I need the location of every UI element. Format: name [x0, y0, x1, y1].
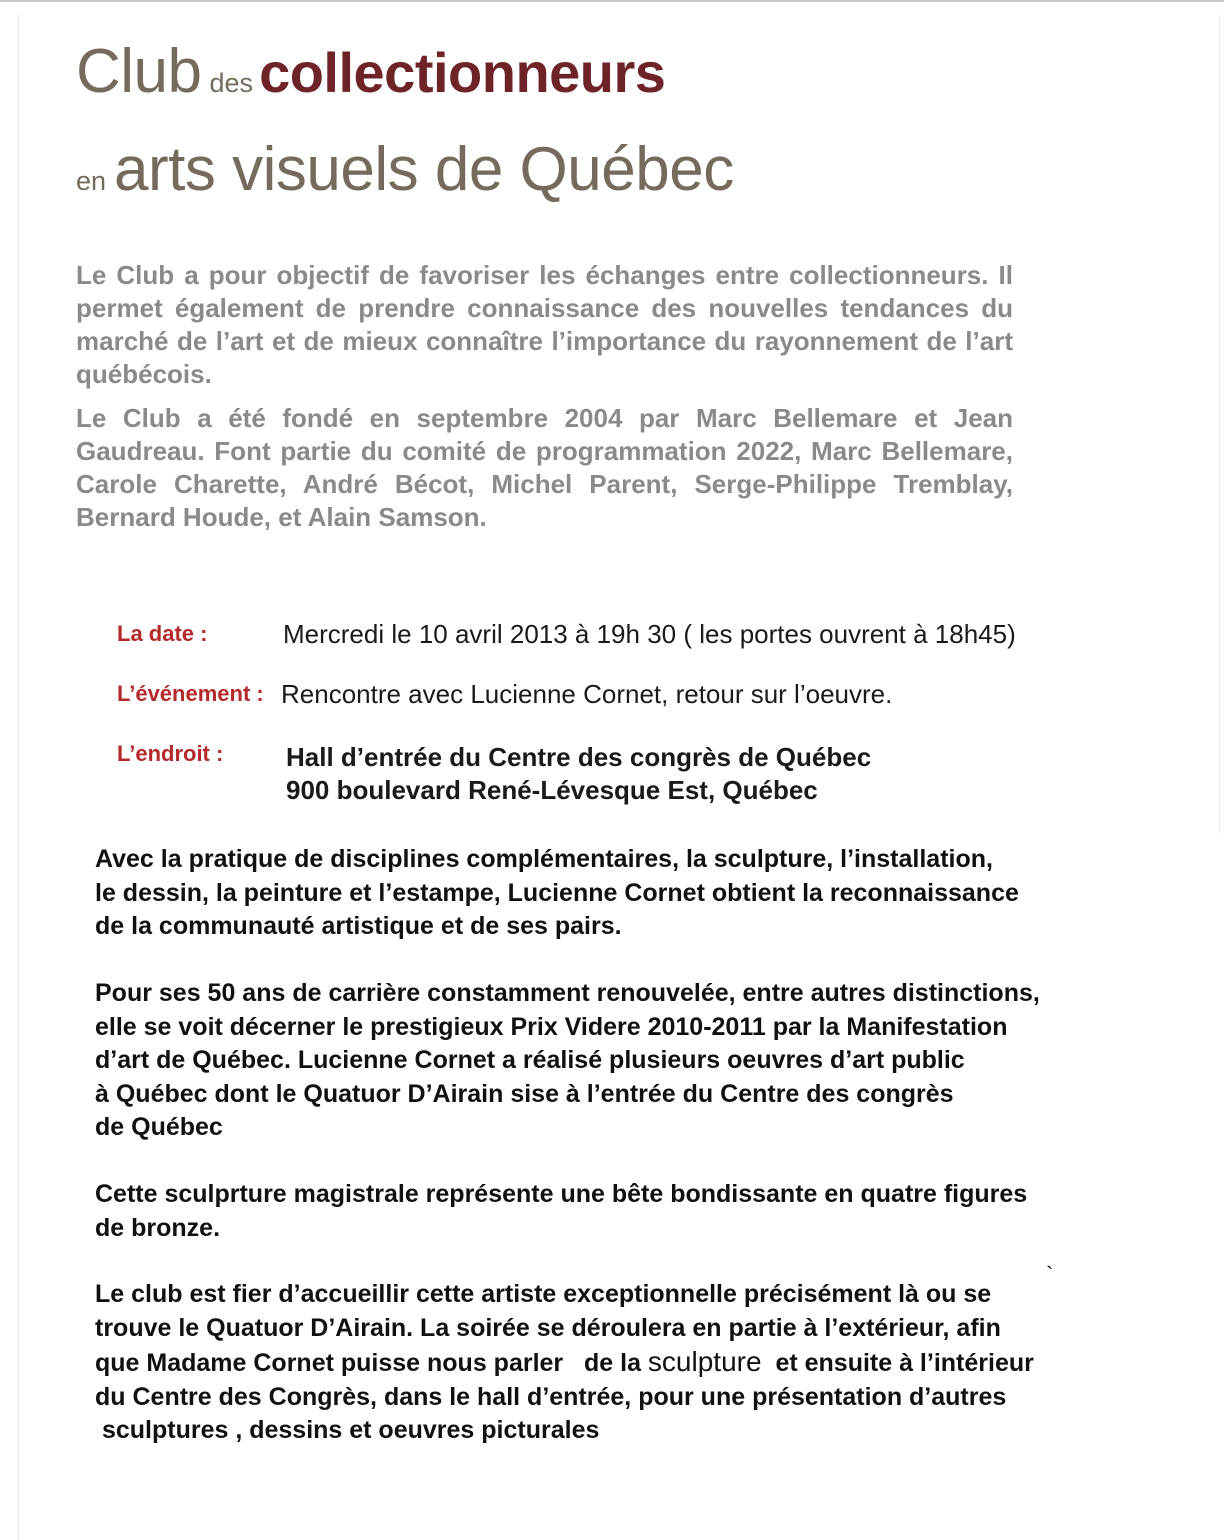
sculpture-word: sculpture [647, 1346, 762, 1377]
body-line: Le club est fier d’accueillir cette artiste exceptionnelle précisément là ou se [95, 1280, 992, 1308]
logo-line-2 [76, 134, 734, 205]
body-line: à Québec dont le Quatuor D’Airain sise à l’entrée du Centre des congrès [95, 1079, 954, 1108]
body-line [95, 1345, 1205, 1381]
body-line: trouve le Quatuor D’Airain. La soirée se déroulera en partie à l’extérieur, afin [95, 1313, 1001, 1342]
date-value: Mercredi le 10 avril 2013 à 19h 30 ( les portes ouvrent à 18h45) [283, 619, 1016, 649]
body-line: Avec la pratique de disciplines complémentaires, la sculpture, l’installation, [95, 845, 993, 873]
event-label: L’événement : [117, 681, 264, 706]
body-line: sculptures , dessins et oeuvres picturales [95, 1416, 600, 1444]
body-line: de Québec [95, 1113, 223, 1141]
body-line: Pour ses 50 ans de carrière constamment renouvelée, entre autres distinctions, [95, 979, 1040, 1007]
body-line: d’art de Québec. Lucienne Cornet a réalisé plusieurs oeuvres d’art public [95, 1046, 965, 1074]
intro-paragraph-1: Le Club a pour objectif de favoriser les échanges entre collectionneurs. Il permet également de prendre connaissance des nouvelles tendances du marché de l’art et de mieux connaître l’importance du rayonnement de l’art québécois. [76, 260, 1013, 389]
body-line: de la communauté artistique et de ses pairs. [95, 912, 622, 940]
logo-arts: arts visuels de Québec [114, 135, 734, 204]
right-border [1219, 14, 1220, 834]
left-border [18, 14, 19, 1540]
place-line-2: 900 boulevard René-Lévesque Est, Québec [286, 775, 818, 805]
top-border [0, 0, 1224, 2]
logo-club: Club [76, 37, 202, 106]
body-paragraph-1 [95, 843, 1205, 944]
logo-en: en [76, 166, 107, 196]
grave-accent-mark: ` [1046, 1262, 1054, 1287]
place-label: L’endroit : [117, 741, 224, 766]
body-line: elle se voit décerner le prestigieux Prix Videre 2010-2011 par la Manifestation [95, 1012, 1008, 1041]
body-line: de bronze. [95, 1213, 221, 1242]
logo-collectionneurs: collectionneurs [259, 41, 666, 104]
body-paragraph-3 [95, 1178, 1205, 1245]
logo-des: des [209, 68, 254, 98]
body-paragraph-4 [95, 1278, 1205, 1448]
body-line: le dessin, la peinture et l’estampe, Lucienne Cornet obtient la reconnaissance [95, 878, 1019, 907]
body-line: du Centre des Congrès, dans le hall d’entrée, pour une présentation d’autres [95, 1382, 1007, 1411]
body-line: Cette sculprture magistrale représente une bête bondissante en quatre figures [95, 1180, 1028, 1208]
body-line-part: et ensuite à l’intérieur [761, 1349, 1034, 1377]
logo-line-1 [76, 36, 665, 107]
place-line-1: Hall d’entrée du Centre des congrès de Québec [286, 742, 872, 772]
date-label: La date : [117, 621, 208, 646]
event-value: Rencontre avec Lucienne Cornet, retour sur l’oeuvre. [281, 679, 893, 709]
intro-text [76, 259, 1013, 545]
body-line-part: que Madame Cornet puisse nous parler de la [95, 1349, 648, 1377]
body-paragraph-2 [95, 977, 1205, 1145]
intro-paragraph-2: Le Club a été fondé en septembre 2004 par Marc Bellemare et Jean Gaudreau. Font partie du comité de programmation 2022, Marc Bellemare, Carole Charette, André Bécot, Michel Parent, Serge-Philippe Tremblay, Bernard Houde, et Alain Samson. [76, 403, 1013, 532]
